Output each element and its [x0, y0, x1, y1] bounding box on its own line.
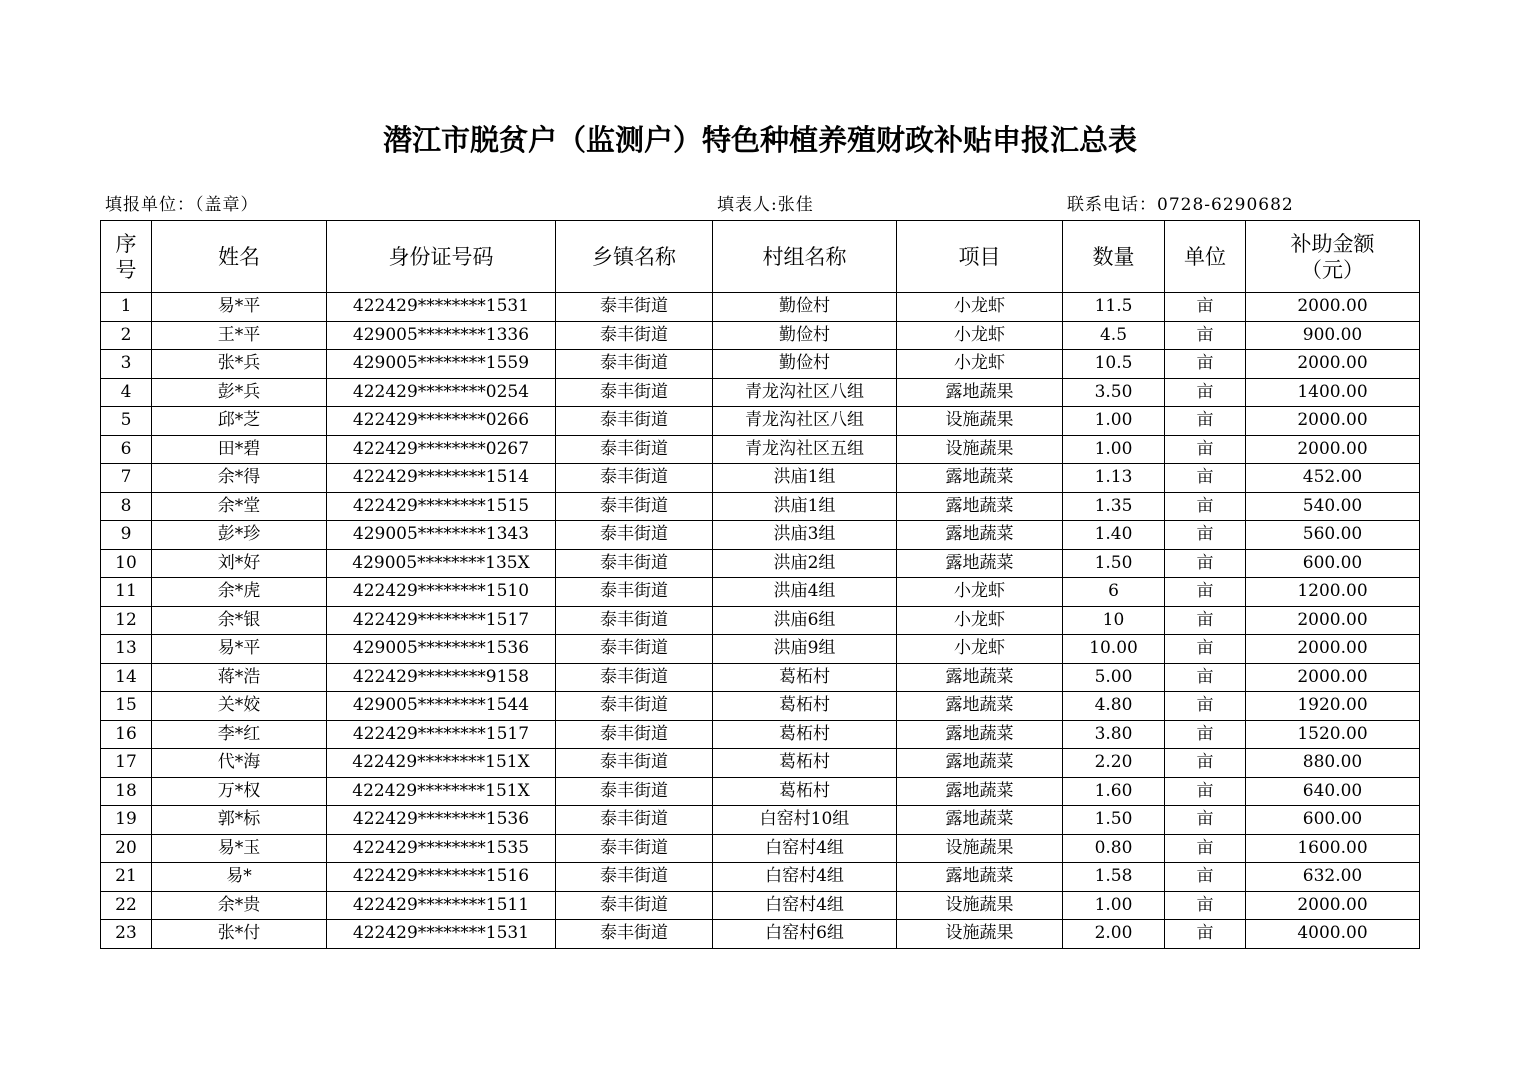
village-cell: 青龙沟社区五组	[713, 435, 897, 464]
name-cell: 余*得	[152, 464, 327, 493]
id-number-cell: 429005********1336	[327, 321, 556, 350]
amount-cell: 2000.00	[1246, 350, 1420, 379]
project-cell: 设施蔬果	[897, 834, 1063, 863]
name-cell: 易*平	[152, 293, 327, 322]
town-cell: 泰丰街道	[556, 578, 713, 607]
header-seq-line2: 号	[115, 257, 137, 282]
village-cell: 葛柘村	[713, 749, 897, 778]
quantity-cell: 1.35	[1063, 492, 1165, 521]
id-number-cell: 422429********1536	[327, 806, 556, 835]
quantity-cell: 2.00	[1063, 920, 1165, 949]
header-amount-line1: 补助金额	[1290, 231, 1375, 256]
seq-cell: 3	[101, 350, 152, 379]
project-cell: 露地蔬菜	[897, 749, 1063, 778]
id-number-cell: 422429********1510	[327, 578, 556, 607]
id-number-cell: 422429********1511	[327, 891, 556, 920]
project-cell: 小龙虾	[897, 350, 1063, 379]
village-cell: 勤俭村	[713, 350, 897, 379]
amount-cell: 1520.00	[1246, 720, 1420, 749]
town-cell: 泰丰街道	[556, 378, 713, 407]
seq-cell: 6	[101, 435, 152, 464]
town-cell: 泰丰街道	[556, 407, 713, 436]
name-cell: 余*贵	[152, 891, 327, 920]
id-number-cell: 422429********1514	[327, 464, 556, 493]
project-cell: 露地蔬果	[897, 378, 1063, 407]
quantity-cell: 2.20	[1063, 749, 1165, 778]
amount-cell: 1600.00	[1246, 834, 1420, 863]
seq-cell: 19	[101, 806, 152, 835]
seq-cell: 7	[101, 464, 152, 493]
quantity-cell: 10	[1063, 606, 1165, 635]
table-row	[101, 293, 1420, 322]
amount-cell: 632.00	[1246, 863, 1420, 892]
table-row	[101, 378, 1420, 407]
town-cell: 泰丰街道	[556, 834, 713, 863]
id-number-cell: 422429********1517	[327, 606, 556, 635]
header-project: 项目	[897, 221, 1063, 293]
amount-cell: 1200.00	[1246, 578, 1420, 607]
table-row	[101, 578, 1420, 607]
quantity-cell: 11.5	[1063, 293, 1165, 322]
name-cell: 田*碧	[152, 435, 327, 464]
unit-cell: 亩	[1165, 321, 1246, 350]
table-row	[101, 863, 1420, 892]
header-id-number: 身份证号码	[327, 221, 556, 293]
seq-cell: 20	[101, 834, 152, 863]
table-row	[101, 321, 1420, 350]
id-number-cell: 422429********1515	[327, 492, 556, 521]
quantity-cell: 6	[1063, 578, 1165, 607]
quantity-cell: 4.80	[1063, 692, 1165, 721]
unit-cell: 亩	[1165, 806, 1246, 835]
town-cell: 泰丰街道	[556, 720, 713, 749]
project-cell: 小龙虾	[897, 606, 1063, 635]
unit-cell: 亩	[1165, 863, 1246, 892]
name-cell: 郭*标	[152, 806, 327, 835]
project-cell: 设施蔬果	[897, 891, 1063, 920]
town-cell: 泰丰街道	[556, 863, 713, 892]
village-cell: 白窑村10组	[713, 806, 897, 835]
quantity-cell: 1.40	[1063, 521, 1165, 550]
unit-cell: 亩	[1165, 378, 1246, 407]
project-cell: 露地蔬菜	[897, 663, 1063, 692]
table-row	[101, 891, 1420, 920]
amount-cell: 540.00	[1246, 492, 1420, 521]
project-cell: 设施蔬果	[897, 920, 1063, 949]
seq-cell: 13	[101, 635, 152, 664]
project-cell: 小龙虾	[897, 578, 1063, 607]
table-row	[101, 407, 1420, 436]
amount-cell: 560.00	[1246, 521, 1420, 550]
village-cell: 洪庙6组	[713, 606, 897, 635]
town-cell: 泰丰街道	[556, 549, 713, 578]
id-number-cell: 429005********1343	[327, 521, 556, 550]
name-cell: 刘*好	[152, 549, 327, 578]
town-cell: 泰丰街道	[556, 891, 713, 920]
unit-cell: 亩	[1165, 549, 1246, 578]
seq-cell: 17	[101, 749, 152, 778]
town-cell: 泰丰街道	[556, 777, 713, 806]
town-cell: 泰丰街道	[556, 920, 713, 949]
name-cell: 余*虎	[152, 578, 327, 607]
header-amount	[1246, 221, 1420, 293]
amount-cell: 2000.00	[1246, 293, 1420, 322]
unit-cell: 亩	[1165, 606, 1246, 635]
seq-cell: 12	[101, 606, 152, 635]
id-number-cell: 422429********9158	[327, 663, 556, 692]
village-cell: 白窑村6组	[713, 920, 897, 949]
project-cell: 露地蔬菜	[897, 720, 1063, 749]
quantity-cell: 5.00	[1063, 663, 1165, 692]
town-cell: 泰丰街道	[556, 606, 713, 635]
table-body	[101, 293, 1420, 949]
id-number-cell: 422429********151X	[327, 749, 556, 778]
village-cell: 勤俭村	[713, 293, 897, 322]
amount-cell: 2000.00	[1246, 891, 1420, 920]
quantity-cell: 1.00	[1063, 891, 1165, 920]
town-cell: 泰丰街道	[556, 492, 713, 521]
unit-cell: 亩	[1165, 521, 1246, 550]
project-cell: 设施蔬果	[897, 435, 1063, 464]
seq-cell: 14	[101, 663, 152, 692]
amount-cell: 4000.00	[1246, 920, 1420, 949]
village-cell: 葛柘村	[713, 692, 897, 721]
name-cell: 易*平	[152, 635, 327, 664]
table-row	[101, 464, 1420, 493]
project-cell: 小龙虾	[897, 321, 1063, 350]
subsidy-summary-table	[100, 220, 1420, 949]
id-number-cell: 429005********1544	[327, 692, 556, 721]
reporting-unit: 填报单位：（盖章）	[105, 195, 259, 215]
village-cell: 洪庙2组	[713, 549, 897, 578]
name-cell: 易*	[152, 863, 327, 892]
seq-cell: 23	[101, 920, 152, 949]
town-cell: 泰丰街道	[556, 521, 713, 550]
unit-cell: 亩	[1165, 492, 1246, 521]
unit-cell: 亩	[1165, 777, 1246, 806]
town-cell: 泰丰街道	[556, 321, 713, 350]
name-cell: 余*银	[152, 606, 327, 635]
table-row	[101, 635, 1420, 664]
header-unit: 单位	[1165, 221, 1246, 293]
table-header-row	[101, 221, 1420, 293]
name-cell: 代*海	[152, 749, 327, 778]
amount-cell: 2000.00	[1246, 407, 1420, 436]
unit-cell: 亩	[1165, 293, 1246, 322]
name-cell: 彭*珍	[152, 521, 327, 550]
name-cell: 关*姣	[152, 692, 327, 721]
seq-cell: 18	[101, 777, 152, 806]
village-cell: 洪庙1组	[713, 464, 897, 493]
table-row	[101, 663, 1420, 692]
id-number-cell: 422429********0266	[327, 407, 556, 436]
unit-cell: 亩	[1165, 350, 1246, 379]
seq-cell: 2	[101, 321, 152, 350]
name-cell: 余*堂	[152, 492, 327, 521]
amount-cell: 2000.00	[1246, 606, 1420, 635]
unit-cell: 亩	[1165, 834, 1246, 863]
name-cell: 王*平	[152, 321, 327, 350]
id-number-cell: 422429********1531	[327, 293, 556, 322]
header-amount-line2: （元）	[1301, 257, 1364, 282]
project-cell: 露地蔬菜	[897, 806, 1063, 835]
id-number-cell: 422429********1516	[327, 863, 556, 892]
table-row	[101, 606, 1420, 635]
seq-cell: 10	[101, 549, 152, 578]
unit-cell: 亩	[1165, 891, 1246, 920]
seq-cell: 15	[101, 692, 152, 721]
town-cell: 泰丰街道	[556, 350, 713, 379]
header-seq	[101, 221, 152, 293]
village-cell: 葛柘村	[713, 663, 897, 692]
table-row	[101, 749, 1420, 778]
village-cell: 葛柘村	[713, 777, 897, 806]
name-cell: 李*红	[152, 720, 327, 749]
village-cell: 白窑村4组	[713, 863, 897, 892]
quantity-cell: 0.80	[1063, 834, 1165, 863]
village-cell: 洪庙3组	[713, 521, 897, 550]
table-row	[101, 435, 1420, 464]
id-number-cell: 422429********1535	[327, 834, 556, 863]
id-number-cell: 422429********0254	[327, 378, 556, 407]
town-cell: 泰丰街道	[556, 435, 713, 464]
seq-cell: 8	[101, 492, 152, 521]
unit-cell: 亩	[1165, 692, 1246, 721]
header-quantity: 数量	[1063, 221, 1165, 293]
amount-cell: 1400.00	[1246, 378, 1420, 407]
quantity-cell: 1.50	[1063, 806, 1165, 835]
town-cell: 泰丰街道	[556, 293, 713, 322]
town-cell: 泰丰街道	[556, 663, 713, 692]
quantity-cell: 3.80	[1063, 720, 1165, 749]
header-village: 村组名称	[713, 221, 897, 293]
project-cell: 露地蔬菜	[897, 777, 1063, 806]
name-cell: 张*兵	[152, 350, 327, 379]
village-cell: 青龙沟社区八组	[713, 378, 897, 407]
seq-cell: 21	[101, 863, 152, 892]
id-number-cell: 429005********1536	[327, 635, 556, 664]
seq-cell: 9	[101, 521, 152, 550]
unit-cell: 亩	[1165, 635, 1246, 664]
village-cell: 洪庙1组	[713, 492, 897, 521]
quantity-cell: 1.60	[1063, 777, 1165, 806]
amount-cell: 640.00	[1246, 777, 1420, 806]
village-cell: 白窑村4组	[713, 834, 897, 863]
id-number-cell: 422429********1517	[327, 720, 556, 749]
village-cell: 白窑村4组	[713, 891, 897, 920]
quantity-cell: 3.50	[1063, 378, 1165, 407]
project-cell: 小龙虾	[897, 635, 1063, 664]
name-cell: 易*玉	[152, 834, 327, 863]
village-cell: 勤俭村	[713, 321, 897, 350]
name-cell: 邱*芝	[152, 407, 327, 436]
town-cell: 泰丰街道	[556, 749, 713, 778]
quantity-cell: 1.58	[1063, 863, 1165, 892]
unit-cell: 亩	[1165, 407, 1246, 436]
table-row	[101, 720, 1420, 749]
quantity-cell: 4.5	[1063, 321, 1165, 350]
quantity-cell: 1.00	[1063, 435, 1165, 464]
id-number-cell: 429005********1559	[327, 350, 556, 379]
unit-cell: 亩	[1165, 578, 1246, 607]
id-number-cell: 422429********0267	[327, 435, 556, 464]
project-cell: 露地蔬菜	[897, 549, 1063, 578]
village-cell: 青龙沟社区八组	[713, 407, 897, 436]
id-number-cell: 429005********135X	[327, 549, 556, 578]
header-seq-line1: 序	[115, 231, 137, 256]
table-row	[101, 777, 1420, 806]
project-cell: 小龙虾	[897, 293, 1063, 322]
table-row	[101, 806, 1420, 835]
id-number-cell: 422429********1531	[327, 920, 556, 949]
town-cell: 泰丰街道	[556, 464, 713, 493]
unit-cell: 亩	[1165, 720, 1246, 749]
village-cell: 洪庙9组	[713, 635, 897, 664]
town-cell: 泰丰街道	[556, 635, 713, 664]
table-row	[101, 350, 1420, 379]
town-cell: 泰丰街道	[556, 806, 713, 835]
seq-cell: 11	[101, 578, 152, 607]
name-cell: 蒋*浩	[152, 663, 327, 692]
page-title: 潜江市脱贫户（监测户）特色种植养殖财政补贴申报汇总表	[382, 123, 1137, 157]
contact-phone: 联系电话：0728-6290682	[1067, 195, 1294, 215]
project-cell: 露地蔬菜	[897, 464, 1063, 493]
amount-cell: 2000.00	[1246, 435, 1420, 464]
seq-cell: 1	[101, 293, 152, 322]
project-cell: 露地蔬菜	[897, 863, 1063, 892]
table-row	[101, 692, 1420, 721]
unit-cell: 亩	[1165, 435, 1246, 464]
table-row	[101, 521, 1420, 550]
seq-cell: 22	[101, 891, 152, 920]
town-cell: 泰丰街道	[556, 692, 713, 721]
table-row	[101, 834, 1420, 863]
header-name: 姓名	[152, 221, 327, 293]
project-cell: 设施蔬果	[897, 407, 1063, 436]
unit-cell: 亩	[1165, 663, 1246, 692]
id-number-cell: 422429********151X	[327, 777, 556, 806]
form-filler: 填表人:张佳	[717, 195, 814, 215]
amount-cell: 1920.00	[1246, 692, 1420, 721]
amount-cell: 600.00	[1246, 806, 1420, 835]
amount-cell: 2000.00	[1246, 635, 1420, 664]
quantity-cell: 10.00	[1063, 635, 1165, 664]
amount-cell: 2000.00	[1246, 663, 1420, 692]
quantity-cell: 1.50	[1063, 549, 1165, 578]
amount-cell: 600.00	[1246, 549, 1420, 578]
name-cell: 彭*兵	[152, 378, 327, 407]
amount-cell: 900.00	[1246, 321, 1420, 350]
quantity-cell: 1.00	[1063, 407, 1165, 436]
quantity-cell: 1.13	[1063, 464, 1165, 493]
unit-cell: 亩	[1165, 749, 1246, 778]
unit-cell: 亩	[1165, 464, 1246, 493]
name-cell: 张*付	[152, 920, 327, 949]
amount-cell: 452.00	[1246, 464, 1420, 493]
village-cell: 洪庙4组	[713, 578, 897, 607]
table-row	[101, 920, 1420, 949]
table-row	[101, 492, 1420, 521]
name-cell: 万*权	[152, 777, 327, 806]
seq-cell: 16	[101, 720, 152, 749]
project-cell: 露地蔬菜	[897, 492, 1063, 521]
quantity-cell: 10.5	[1063, 350, 1165, 379]
header-town: 乡镇名称	[556, 221, 713, 293]
village-cell: 葛柘村	[713, 720, 897, 749]
seq-cell: 4	[101, 378, 152, 407]
amount-cell: 880.00	[1246, 749, 1420, 778]
project-cell: 露地蔬菜	[897, 521, 1063, 550]
seq-cell: 5	[101, 407, 152, 436]
project-cell: 露地蔬菜	[897, 692, 1063, 721]
table-row	[101, 549, 1420, 578]
unit-cell: 亩	[1165, 920, 1246, 949]
